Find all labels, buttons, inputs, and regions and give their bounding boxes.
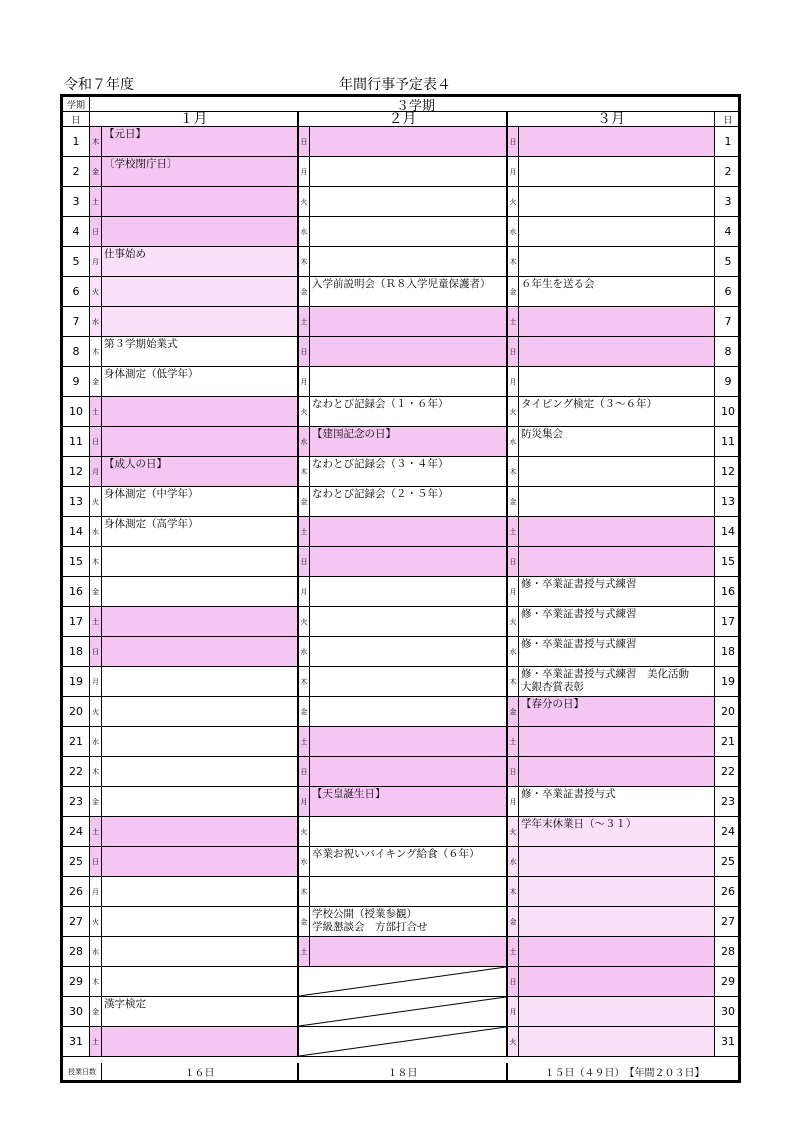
day-number-right: 29 (714, 967, 741, 997)
event-jan (101, 397, 297, 427)
weekday-feb: 水 (297, 637, 309, 667)
term-name: ３学期 (89, 97, 741, 112)
weekday-jan: 金 (89, 997, 101, 1027)
day-number-right: 3 (714, 187, 741, 217)
event-mar (518, 457, 714, 487)
event-feb (309, 337, 506, 367)
day-number: 14 (63, 517, 89, 547)
event-mar (518, 877, 714, 907)
event-jan (101, 577, 297, 607)
weekday-mar: 火 (506, 607, 518, 637)
empty-date-cell (297, 967, 506, 997)
event-mar: ６年生を送る会 (518, 277, 714, 307)
school-year: 令和７年度 (64, 77, 134, 93)
day-number-right: 24 (714, 817, 741, 847)
event-feb (309, 517, 506, 547)
weekday-feb: 土 (297, 307, 309, 337)
weekday-jan: 日 (89, 637, 101, 667)
slash-line (299, 1027, 506, 1056)
weekday-feb: 土 (297, 937, 309, 967)
event-feb (309, 727, 506, 757)
weekday-mar: 火 (506, 1027, 518, 1057)
event-jan (101, 307, 297, 337)
weekday-mar: 金 (506, 487, 518, 517)
weekday-jan: 土 (89, 397, 101, 427)
day-row (63, 637, 738, 667)
day-row (63, 847, 738, 877)
weekday-mar: 火 (506, 397, 518, 427)
weekday-mar: 月 (506, 367, 518, 397)
event-feb: 卒業お祝いバイキング給食（６年） (309, 847, 506, 877)
weekday-mar: 日 (506, 547, 518, 577)
day-number-right: 15 (714, 547, 741, 577)
day-row (63, 427, 738, 457)
day-row (63, 937, 738, 967)
event-jan (101, 277, 297, 307)
weekday-jan: 月 (89, 457, 101, 487)
event-feb: 【建国記念の日】 (309, 427, 506, 457)
day-label-right: 日 (714, 112, 741, 127)
day-number-right: 30 (714, 997, 741, 1027)
event-mar: 修・卒業証書授与式 (518, 787, 714, 817)
weekday-mar: 水 (506, 847, 518, 877)
day-number-right: 13 (714, 487, 741, 517)
day-number: 7 (63, 307, 89, 337)
day-number-right: 27 (714, 907, 741, 937)
day-row (63, 997, 738, 1027)
diagonal-slash (299, 1027, 506, 1056)
weekday-feb: 木 (297, 667, 309, 697)
weekday-jan: 土 (89, 1027, 101, 1057)
weekday-feb: 土 (297, 517, 309, 547)
day-row (63, 157, 738, 187)
weekday-mar: 日 (506, 757, 518, 787)
weekday-feb: 火 (297, 397, 309, 427)
day-number-right: 17 (714, 607, 741, 637)
weekday-mar: 木 (506, 877, 518, 907)
weekday-feb: 水 (297, 217, 309, 247)
weekday-mar: 木 (506, 247, 518, 277)
day-number: 19 (63, 667, 89, 697)
weekday-feb: 金 (297, 907, 309, 937)
event-jan: 身体測定（高学年） (101, 517, 297, 547)
page-title: 年間行事予定表４ (339, 77, 451, 93)
day-number-right: 31 (714, 1027, 741, 1057)
weekday-jan: 火 (89, 487, 101, 517)
weekday-feb: 月 (297, 157, 309, 187)
day-number: 29 (63, 967, 89, 997)
day-number: 6 (63, 277, 89, 307)
event-mar (518, 1027, 714, 1057)
day-number: 11 (63, 427, 89, 457)
day-row (63, 457, 738, 487)
weekday-feb: 月 (297, 367, 309, 397)
day-number-right: 25 (714, 847, 741, 877)
event-jan (101, 217, 297, 247)
event-feb: なわとび記録会（１・６年） (309, 397, 506, 427)
class-days-feb: １８日 (297, 1063, 506, 1080)
day-number: 25 (63, 847, 89, 877)
event-feb (309, 127, 506, 157)
event-jan (101, 907, 297, 937)
event-mar (518, 967, 714, 997)
event-feb: 学校公開（授業参観） 学級懇談会 方部打合せ (309, 907, 506, 937)
day-number: 21 (63, 727, 89, 757)
event-feb (309, 937, 506, 967)
event-jan (101, 877, 297, 907)
weekday-jan: 火 (89, 907, 101, 937)
event-feb (309, 547, 506, 577)
weekday-jan: 金 (89, 157, 101, 187)
slash-line (299, 997, 506, 1026)
event-jan: 身体測定（低学年） (101, 367, 297, 397)
event-mar: 学年末休業日（～３１） (518, 817, 714, 847)
event-feb: なわとび記録会（２・５年） (309, 487, 506, 517)
slash-line (299, 967, 506, 996)
event-mar (518, 937, 714, 967)
day-number: 2 (63, 157, 89, 187)
weekday-feb: 日 (297, 547, 309, 577)
day-number-right: 2 (714, 157, 741, 187)
event-mar: タイピング検定（３～６年） (518, 397, 714, 427)
event-jan (101, 1027, 297, 1057)
day-number-right: 10 (714, 397, 741, 427)
weekday-feb: 金 (297, 487, 309, 517)
event-feb (309, 697, 506, 727)
day-number: 23 (63, 787, 89, 817)
event-jan (101, 547, 297, 577)
weekday-jan: 土 (89, 607, 101, 637)
day-number-right: 9 (714, 367, 741, 397)
weekday-jan: 木 (89, 757, 101, 787)
event-mar: 防災集会 (518, 427, 714, 457)
event-mar (518, 157, 714, 187)
month-header-mar: ３月 (506, 112, 714, 127)
event-mar: 【春分の日】 (518, 697, 714, 727)
class-days-label: 授業日数 (68, 1067, 96, 1076)
event-jan (101, 787, 297, 817)
weekday-jan: 木 (89, 547, 101, 577)
day-row (63, 1027, 738, 1057)
event-feb (309, 757, 506, 787)
day-row (63, 547, 738, 577)
term-label: 学期 (63, 97, 89, 112)
event-mar (518, 367, 714, 397)
day-number: 4 (63, 217, 89, 247)
event-mar (518, 997, 714, 1027)
weekday-feb: 金 (297, 277, 309, 307)
weekday-jan: 土 (89, 817, 101, 847)
weekday-feb: 木 (297, 457, 309, 487)
weekday-feb: 日 (297, 757, 309, 787)
weekday-jan: 金 (89, 787, 101, 817)
day-number-right: 19 (714, 667, 741, 697)
day-number: 5 (63, 247, 89, 277)
event-feb (309, 217, 506, 247)
day-number-right: 20 (714, 697, 741, 727)
day-row (63, 367, 738, 397)
event-feb: 【天皇誕生日】 (309, 787, 506, 817)
weekday-feb: 月 (297, 577, 309, 607)
event-jan: 〔学校閉庁日〕 (101, 157, 297, 187)
event-jan: 【元日】 (101, 127, 297, 157)
event-mar: 修・卒業証書授与式練習 (518, 607, 714, 637)
empty-date-cell (297, 997, 506, 1027)
day-row (63, 397, 738, 427)
day-row (63, 217, 738, 247)
event-mar (518, 307, 714, 337)
event-feb (309, 307, 506, 337)
day-row (63, 487, 738, 517)
event-jan (101, 667, 297, 697)
month-header-feb: ２月 (297, 112, 506, 127)
event-jan (101, 187, 297, 217)
weekday-mar: 日 (506, 337, 518, 367)
weekday-mar: 土 (506, 727, 518, 757)
day-number-right: 5 (714, 247, 741, 277)
event-jan (101, 937, 297, 967)
day-number-right: 11 (714, 427, 741, 457)
weekday-jan: 火 (89, 697, 101, 727)
weekday-mar: 月 (506, 157, 518, 187)
weekday-feb: 土 (297, 727, 309, 757)
day-number-right: 22 (714, 757, 741, 787)
day-number: 9 (63, 367, 89, 397)
event-feb (309, 607, 506, 637)
event-feb: 入学前説明会（Ｒ８入学児童保護者） (309, 277, 506, 307)
event-mar: 修・卒業証書授与式練習 (518, 577, 714, 607)
weekday-jan: 水 (89, 727, 101, 757)
day-number: 24 (63, 817, 89, 847)
event-mar (518, 727, 714, 757)
weekday-jan: 水 (89, 517, 101, 547)
weekday-jan: 土 (89, 187, 101, 217)
day-number-right: 1 (714, 127, 741, 157)
event-feb (309, 157, 506, 187)
day-row (63, 697, 738, 727)
day-number-right: 23 (714, 787, 741, 817)
day-number-right: 14 (714, 517, 741, 547)
class-days-jan: １６日 (101, 1063, 297, 1080)
day-number: 1 (63, 127, 89, 157)
day-number: 10 (63, 397, 89, 427)
day-number: 13 (63, 487, 89, 517)
weekday-feb: 月 (297, 787, 309, 817)
weekday-mar: 日 (506, 127, 518, 157)
weekday-jan: 水 (89, 937, 101, 967)
event-jan: 【成人の日】 (101, 457, 297, 487)
day-row (63, 247, 738, 277)
event-jan (101, 697, 297, 727)
day-number: 28 (63, 937, 89, 967)
event-mar (518, 757, 714, 787)
event-jan (101, 427, 297, 457)
day-row (63, 787, 738, 817)
weekday-mar: 日 (506, 967, 518, 997)
weekday-mar: 月 (506, 997, 518, 1027)
event-jan: 第３学期始業式 (101, 337, 297, 367)
weekday-feb: 火 (297, 187, 309, 217)
day-number: 27 (63, 907, 89, 937)
event-feb (309, 187, 506, 217)
day-number-right: 6 (714, 277, 741, 307)
event-jan (101, 637, 297, 667)
event-feb (309, 367, 506, 397)
weekday-jan: 月 (89, 247, 101, 277)
day-number: 26 (63, 877, 89, 907)
event-feb (309, 667, 506, 697)
event-jan: 身体測定（中学年） (101, 487, 297, 517)
event-jan (101, 847, 297, 877)
day-number-right: 7 (714, 307, 741, 337)
day-row (63, 337, 738, 367)
day-row (63, 517, 738, 547)
day-number: 3 (63, 187, 89, 217)
day-row (63, 907, 738, 937)
event-feb (309, 577, 506, 607)
day-row (63, 877, 738, 907)
event-jan (101, 967, 297, 997)
event-jan (101, 817, 297, 847)
event-mar (518, 907, 714, 937)
day-number-right: 21 (714, 727, 741, 757)
day-row (63, 577, 738, 607)
weekday-jan: 金 (89, 577, 101, 607)
schedule-table (60, 94, 741, 1083)
empty-date-cell (297, 1027, 506, 1057)
day-row (63, 757, 738, 787)
event-mar: 修・卒業証書授与式練習 (518, 637, 714, 667)
weekday-jan: 木 (89, 337, 101, 367)
weekday-jan: 日 (89, 217, 101, 247)
event-mar (518, 127, 714, 157)
weekday-feb: 金 (297, 697, 309, 727)
weekday-mar: 水 (506, 637, 518, 667)
weekday-jan: 木 (89, 127, 101, 157)
weekday-feb: 火 (297, 817, 309, 847)
event-jan (101, 607, 297, 637)
day-number: 16 (63, 577, 89, 607)
event-jan: 仕事始め (101, 247, 297, 277)
weekday-mar: 金 (506, 907, 518, 937)
weekday-mar: 木 (506, 457, 518, 487)
day-label-left: 日 (63, 112, 89, 127)
day-row (63, 127, 738, 157)
weekday-feb: 火 (297, 607, 309, 637)
weekday-feb: 水 (297, 427, 309, 457)
event-feb (309, 817, 506, 847)
weekday-jan: 木 (89, 967, 101, 997)
weekday-mar: 土 (506, 307, 518, 337)
event-feb (309, 637, 506, 667)
day-number: 12 (63, 457, 89, 487)
event-jan (101, 727, 297, 757)
day-number: 30 (63, 997, 89, 1027)
day-number-right: 8 (714, 337, 741, 367)
footer-row (63, 1063, 738, 1080)
term-row (63, 97, 738, 112)
diagonal-slash (299, 967, 506, 996)
weekday-feb: 木 (297, 247, 309, 277)
weekday-mar: 土 (506, 937, 518, 967)
weekday-jan: 日 (89, 427, 101, 457)
event-feb (309, 247, 506, 277)
weekday-feb: 日 (297, 127, 309, 157)
weekday-jan: 月 (89, 877, 101, 907)
weekday-mar: 火 (506, 817, 518, 847)
weekday-mar: 木 (506, 667, 518, 697)
class-days-mar: １５日（４９日） 【年間２０３日】 (506, 1063, 741, 1080)
day-number: 22 (63, 757, 89, 787)
weekday-mar: 月 (506, 787, 518, 817)
weekday-feb: 日 (297, 337, 309, 367)
diagonal-slash (299, 997, 506, 1026)
month-header-jan: １月 (89, 112, 297, 127)
day-number-right: 4 (714, 217, 741, 247)
weekday-jan: 日 (89, 847, 101, 877)
event-mar (518, 517, 714, 547)
day-number: 15 (63, 547, 89, 577)
day-row (63, 187, 738, 217)
weekday-jan: 金 (89, 367, 101, 397)
event-jan: 漢字検定 (101, 997, 297, 1027)
event-feb (309, 877, 506, 907)
day-row (63, 727, 738, 757)
month-header-row (63, 112, 738, 127)
weekday-jan: 月 (89, 667, 101, 697)
event-mar (518, 547, 714, 577)
event-mar (518, 217, 714, 247)
day-row (63, 967, 738, 997)
day-number-right: 12 (714, 457, 741, 487)
weekday-jan: 水 (89, 307, 101, 337)
weekday-mar: 火 (506, 187, 518, 217)
day-row (63, 307, 738, 337)
day-number-right: 18 (714, 637, 741, 667)
event-mar (518, 487, 714, 517)
day-number: 8 (63, 337, 89, 367)
day-row (63, 607, 738, 637)
weekday-feb: 水 (297, 847, 309, 877)
event-mar: 修・卒業証書授与式練習 美化活動 大銀杏賞表彰 (518, 667, 714, 697)
event-mar (518, 247, 714, 277)
day-row (63, 817, 738, 847)
day-number: 20 (63, 697, 89, 727)
event-mar (518, 847, 714, 877)
weekday-mar: 土 (506, 517, 518, 547)
day-number-right: 26 (714, 877, 741, 907)
day-number: 18 (63, 637, 89, 667)
day-row (63, 277, 738, 307)
weekday-jan: 火 (89, 277, 101, 307)
event-mar (518, 337, 714, 367)
weekday-feb: 木 (297, 877, 309, 907)
day-number: 17 (63, 607, 89, 637)
weekday-mar: 月 (506, 577, 518, 607)
event-feb: なわとび記録会（３・４年） (309, 457, 506, 487)
weekday-mar: 金 (506, 697, 518, 727)
day-row (63, 667, 738, 697)
weekday-mar: 水 (506, 217, 518, 247)
day-number: 31 (63, 1027, 89, 1057)
event-mar (518, 187, 714, 217)
day-number-right: 16 (714, 577, 741, 607)
weekday-mar: 金 (506, 277, 518, 307)
weekday-mar: 水 (506, 427, 518, 457)
day-number-right: 28 (714, 937, 741, 967)
event-jan (101, 757, 297, 787)
